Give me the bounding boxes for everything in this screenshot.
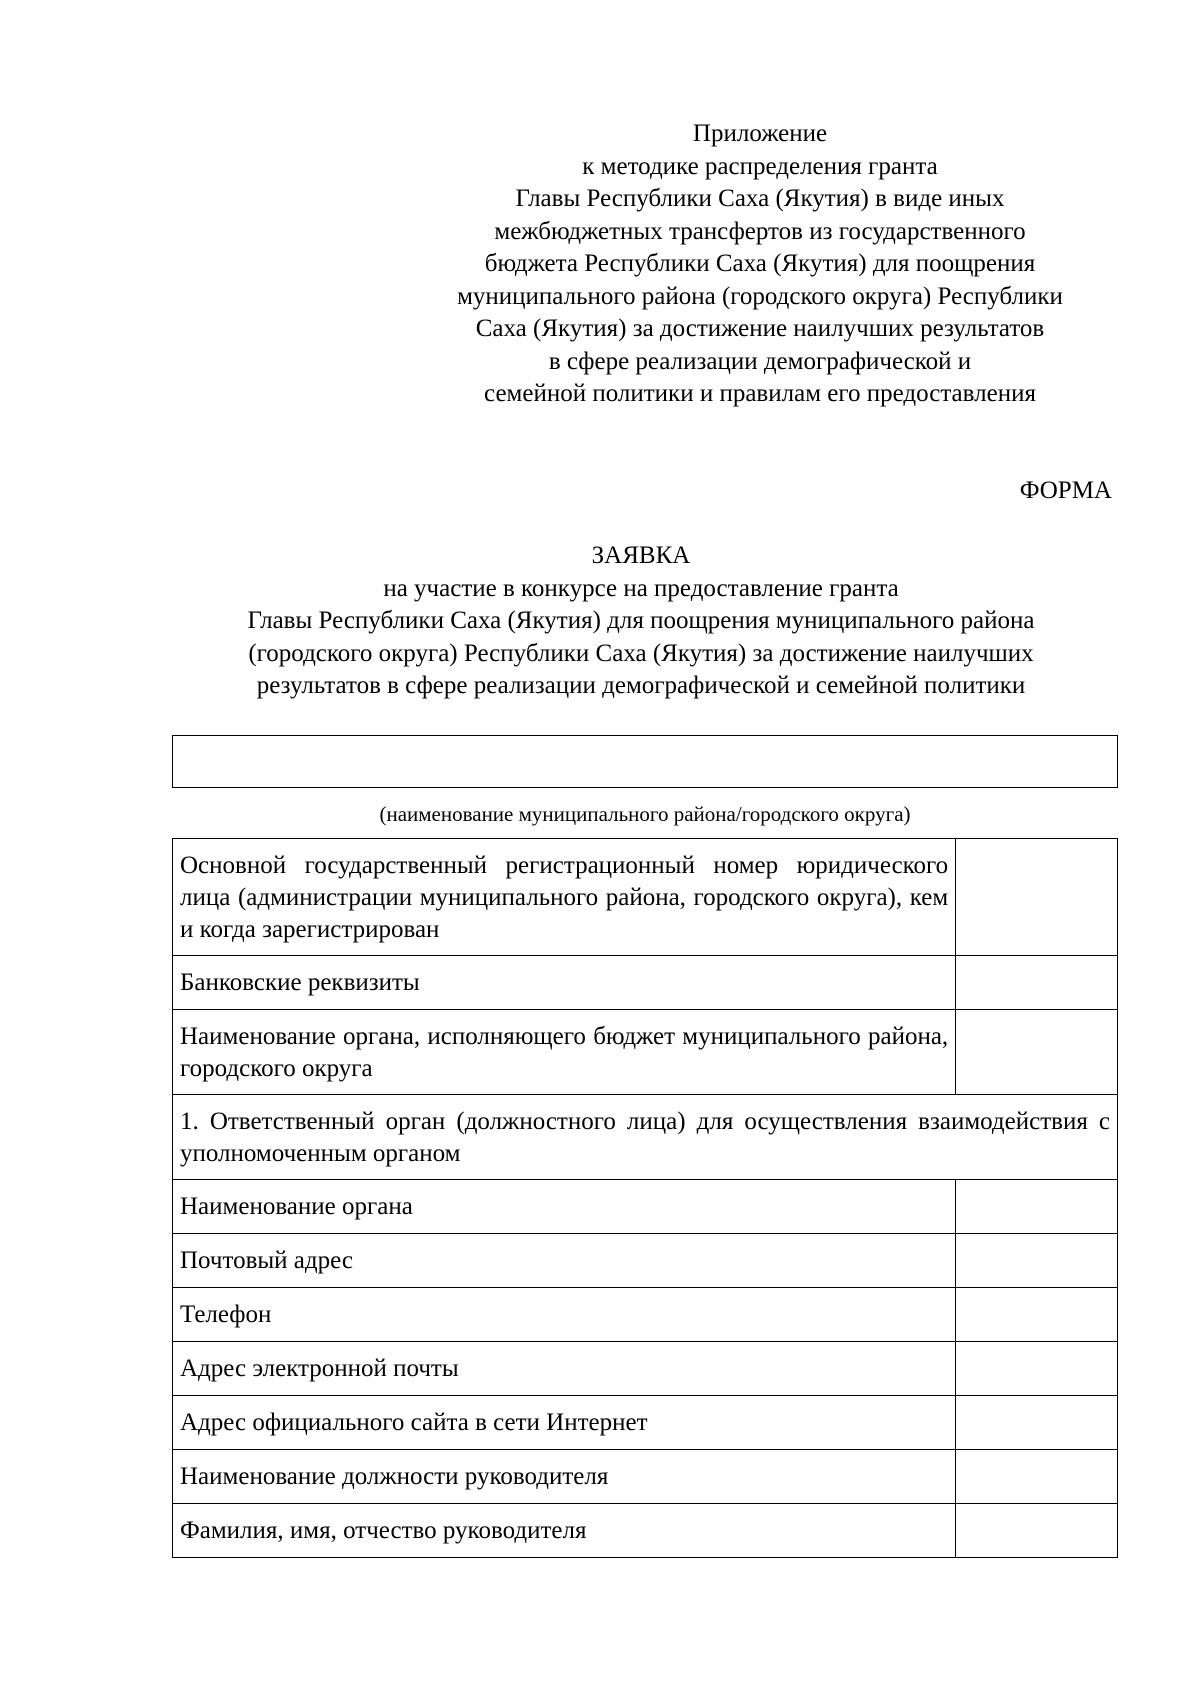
row-value-budget-body[interactable] <box>956 1010 1118 1095</box>
row-label-body-name: Наименование органа <box>173 1180 956 1234</box>
appendix-line: Главы Республики Саха (Якутия) в виде иных <box>515 185 1005 212</box>
section-row <box>173 1095 1118 1180</box>
row-value-head-name[interactable] <box>956 1504 1118 1558</box>
appendix-header <box>410 118 1110 411</box>
section-1-heading: 1. Ответственный орган (должностного лица) для осуществления взаимодействия с уполномоченным органом <box>173 1095 1118 1180</box>
row-value-head-position[interactable] <box>956 1450 1118 1504</box>
row-label-email: Адрес электронной почты <box>173 1342 956 1396</box>
row-label-ogrn: Основной государственный регистрационный номер юридического лица (администрации муниципального района, городского округа), кем и когда зарегистрирован <box>173 839 956 956</box>
table-row <box>173 956 1118 1010</box>
row-label-phone: Телефон <box>173 1288 956 1342</box>
table-row <box>173 1234 1118 1288</box>
table-row <box>173 1288 1118 1342</box>
row-value-ogrn[interactable] <box>956 839 1118 956</box>
appendix-line: межбюджетных трансфертов из государственного <box>494 217 1026 245</box>
title-line: результатов в сфере реализации демографической и семейной политики <box>256 672 1026 699</box>
table-row <box>173 1396 1118 1450</box>
appendix-line: семейной политики и правилам его предоставления <box>484 380 1036 407</box>
row-value-phone[interactable] <box>956 1288 1118 1342</box>
row-value-website[interactable] <box>956 1396 1118 1450</box>
row-label-head-name: Фамилия, имя, отчество руководителя <box>173 1504 956 1558</box>
row-value-email[interactable] <box>956 1342 1118 1396</box>
appendix-line: Саха (Якутия) за достижение наилучших результатов <box>475 315 1045 342</box>
row-value-postal-address[interactable] <box>956 1234 1118 1288</box>
table-row <box>173 1342 1118 1396</box>
table-row <box>173 1504 1118 1558</box>
municipality-name-field[interactable] <box>172 735 1118 788</box>
row-label-bank-details: Банковские реквизиты <box>173 956 956 1010</box>
table-row <box>173 1010 1118 1095</box>
application-title <box>172 540 1110 703</box>
application-form-table <box>172 838 1118 1558</box>
appendix-line: муниципального района (городского округа) Республики <box>457 282 1063 310</box>
row-label-head-position: Наименование должности руководителя <box>173 1450 956 1504</box>
row-value-bank-details[interactable] <box>956 956 1118 1010</box>
appendix-line: в сфере реализации демографической и <box>548 347 972 375</box>
municipality-name-caption: (наименование муниципального района/городского округа) <box>379 802 911 826</box>
table-row <box>173 1180 1118 1234</box>
row-label-budget-body: Наименование органа, исполняющего бюджет муниципального района, городского округа <box>173 1010 956 1095</box>
table-row <box>173 839 1118 956</box>
row-label-postal-address: Почтовый адрес <box>173 1234 956 1288</box>
appendix-line: к методике распределения гранта <box>582 152 938 180</box>
row-value-body-name[interactable] <box>956 1180 1118 1234</box>
appendix-line: бюджета Республики Саха (Якутия) для поощрения <box>484 250 1036 277</box>
table-row <box>173 1450 1118 1504</box>
forma-label: ФОРМА <box>1019 477 1112 504</box>
appendix-line: Приложение <box>692 120 828 147</box>
title-line: Главы Республики Саха (Якутия) для поощрения муниципального района <box>247 607 1035 634</box>
row-label-website: Адрес официального сайта в сети Интернет <box>173 1396 956 1450</box>
title-line: (городского округа) Республики Саха (Якутия) за достижение наилучших <box>248 639 1034 667</box>
title-heading: ЗАЯВКА <box>591 542 691 569</box>
title-line: на участие в конкурсе на предоставление гранта <box>383 574 899 602</box>
